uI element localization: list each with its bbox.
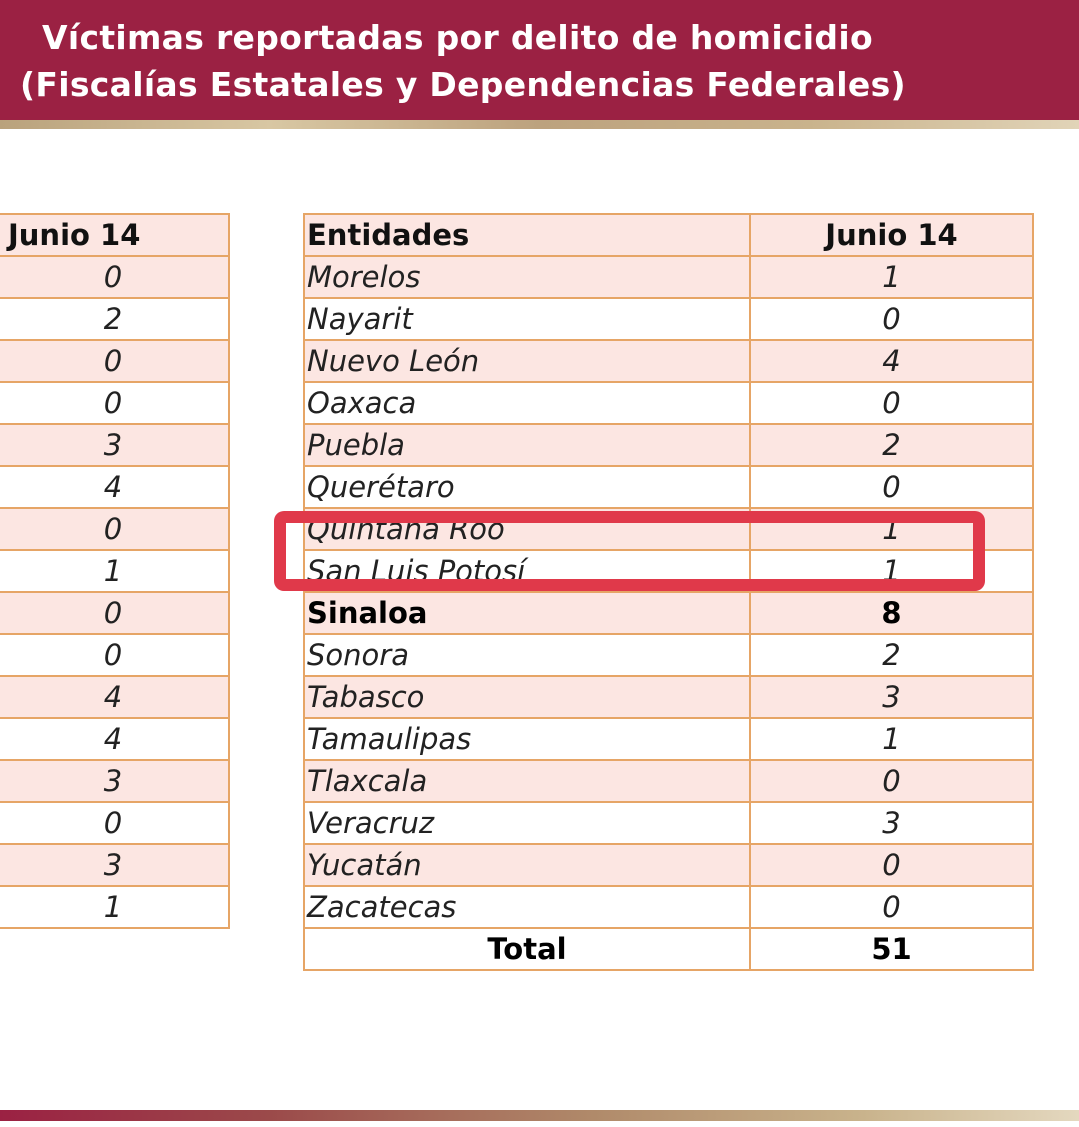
table-row <box>304 256 1033 298</box>
entity-value: 0 <box>750 844 1033 886</box>
table-row <box>304 340 1033 382</box>
left-table-cell: 0 <box>0 382 229 424</box>
entity-value: 3 <box>750 676 1033 718</box>
total-value: 51 <box>750 928 1033 970</box>
entity-name: San Luis Potosí <box>304 550 750 592</box>
entity-value: 0 <box>750 298 1033 340</box>
entity-name: Tabasco <box>304 676 750 718</box>
table-row <box>304 844 1033 886</box>
page-title-line2: (Fiscalías Estatales y Dependencias Federales) <box>20 65 906 104</box>
entity-name: Sonora <box>304 634 750 676</box>
total-label: Total <box>304 928 750 970</box>
highlight-box <box>274 511 985 591</box>
left-table-cell: 0 <box>0 340 229 382</box>
entity-value: 0 <box>750 466 1033 508</box>
entity-value: 3 <box>750 802 1033 844</box>
page-title <box>20 14 906 108</box>
left-table-cell: 2 <box>0 298 229 340</box>
table-row <box>304 634 1033 676</box>
left-table-cell: 4 <box>0 676 229 718</box>
table-row <box>304 676 1033 718</box>
entity-value: 0 <box>750 382 1033 424</box>
left-table-cell: 0 <box>0 592 229 634</box>
footer-band <box>0 1110 1079 1121</box>
left-table-cell: 1 <box>0 886 229 928</box>
table-row <box>304 466 1033 508</box>
table-row <box>304 592 1033 634</box>
left-table-cell: 3 <box>0 424 229 466</box>
entity-value: 2 <box>750 424 1033 466</box>
table-row <box>304 886 1033 928</box>
table-row <box>304 718 1033 760</box>
entity-name: Oaxaca <box>304 382 750 424</box>
left-table-cell: 0 <box>0 634 229 676</box>
entity-value: 1 <box>750 508 1033 550</box>
entity-name: Veracruz <box>304 802 750 844</box>
table-row <box>304 760 1033 802</box>
left-table-cell: 3 <box>0 760 229 802</box>
entity-name: Zacatecas <box>304 886 750 928</box>
entity-name: Quintana Roo <box>304 508 750 550</box>
page-title-line1: Víctimas reportadas por delito de homicidio <box>42 18 873 57</box>
entity-name: Sinaloa <box>304 592 750 634</box>
entity-name: Nayarit <box>304 298 750 340</box>
left-table-cell: 4 <box>0 718 229 760</box>
left-table-cell: 1 <box>0 550 229 592</box>
table-row <box>304 382 1033 424</box>
entity-value: 1 <box>750 718 1033 760</box>
entities-table <box>303 213 1034 971</box>
entity-value: 8 <box>750 592 1033 634</box>
entity-value: 4 <box>750 340 1033 382</box>
entity-name: Puebla <box>304 424 750 466</box>
entity-value: 2 <box>750 634 1033 676</box>
table-row <box>304 802 1033 844</box>
entity-name: Querétaro <box>304 466 750 508</box>
header-entidades: Entidades <box>304 214 750 256</box>
left-table-cell: 0 <box>0 508 229 550</box>
entity-name: Tlaxcala <box>304 760 750 802</box>
left-table-cell: 0 <box>0 256 229 298</box>
header-junio-14: Junio 14 <box>750 214 1033 256</box>
entity-name: Nuevo León <box>304 340 750 382</box>
entity-name: Tamaulipas <box>304 718 750 760</box>
entity-value: 0 <box>750 886 1033 928</box>
left-table-cell: 4 <box>0 466 229 508</box>
left-table-header: Junio 14 <box>0 214 229 256</box>
table-row <box>304 424 1033 466</box>
title-banner <box>0 0 1079 120</box>
left-table <box>0 213 230 929</box>
left-table-cell: 3 <box>0 844 229 886</box>
total-row <box>304 928 1033 970</box>
header-gold-band <box>0 120 1079 129</box>
entity-name: Yucatán <box>304 844 750 886</box>
table-header-row <box>304 214 1033 256</box>
entity-value: 1 <box>750 256 1033 298</box>
entity-value: 1 <box>750 550 1033 592</box>
entity-value: 0 <box>750 760 1033 802</box>
table-row <box>304 298 1033 340</box>
left-table-cell: 0 <box>0 802 229 844</box>
entity-name: Morelos <box>304 256 750 298</box>
